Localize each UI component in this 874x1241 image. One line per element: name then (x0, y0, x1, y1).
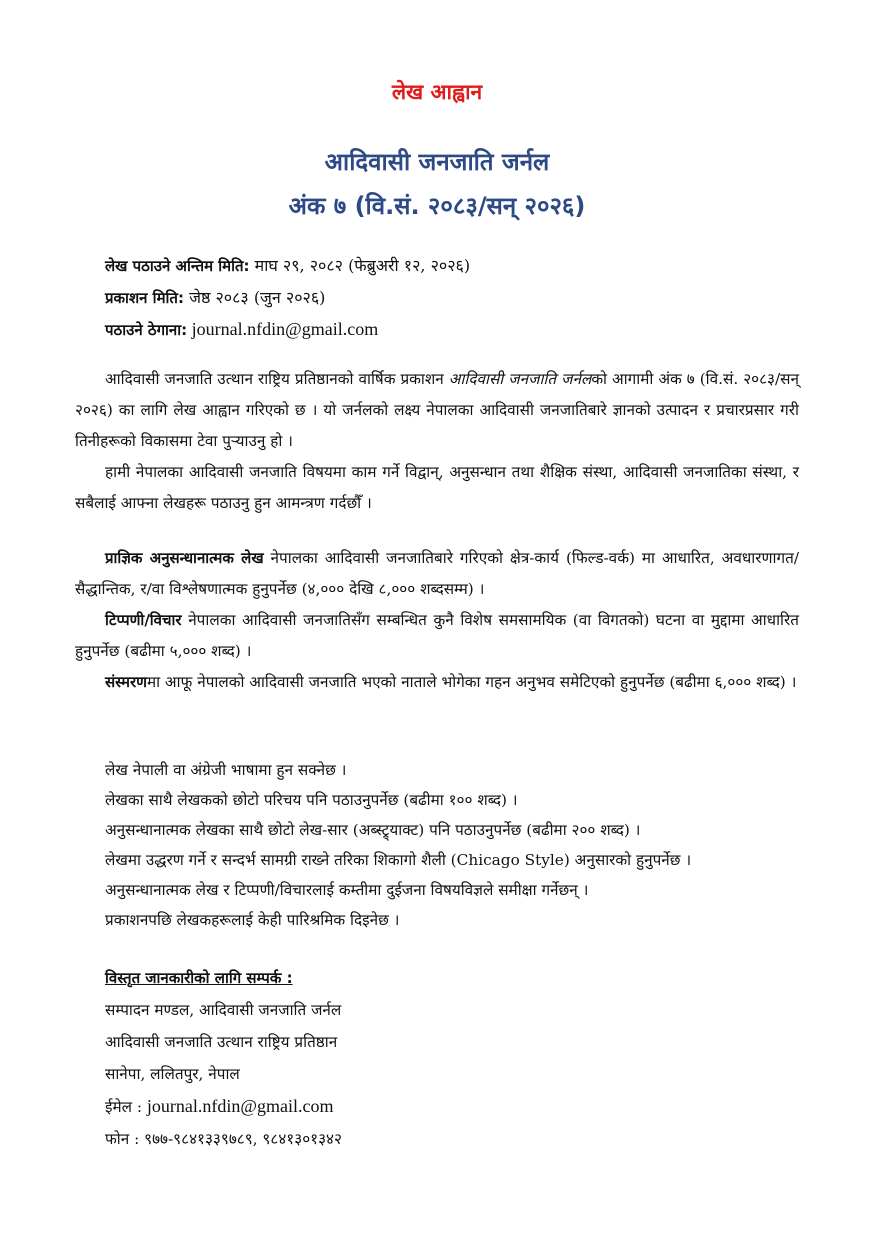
intro-text-b: को आगामी अंक ७ (वि.सं. २०८३/सन् २०२६) का लागि लेख आह्वान गरिएको छ । यो जर्नलको लक्ष्य नेपालका आदिवासी जनजातिबारे ज्ञानको उत्पादन र प्रचारप्रसार गरी तिनीहरूको विकासमा टेवा पुऱ्याउनु हो । (75, 370, 799, 450)
journal-issue: अंक ७ (वि.सं. २०८३/सन् २०२६) (288, 192, 586, 220)
deadline-line (105, 250, 470, 282)
intro-text-a: आदिवासी जनजाति उत्थान राष्ट्रिय प्रतिष्ठानको वार्षिक प्रकाशन (105, 370, 449, 388)
list-item: अनुसन्धानात्मक लेखका साथै छोटो लेख-सार (अब्स्ट्र्याक्ट) पनि पठाउनुपर्नेछ (बढीमा २०० शब्द) । (105, 821, 641, 839)
deadline-value: माघ २९, २०८२ (फेब्रुअरी १२, २०२६) (249, 256, 471, 275)
address-email[interactable]: journal.nfdin@gmail.com (187, 319, 379, 339)
intro-paragraph-1 (75, 364, 799, 457)
contact-section (105, 962, 342, 1155)
call-title: लेख आह्वान (391, 80, 483, 104)
contact-line: सानेपा, ललितपुर, नेपाल (105, 1065, 240, 1083)
category-title: टिप्पणी/विचार (105, 611, 182, 629)
category-text: नेपालका आदिवासी जनजातिबारे गरिएको क्षेत्र-कार्य (फिल्ड-वर्क) मा आधारित, अवधारणागत/सैद्धान्तिक, र/वा विश्लेषणात्मक हुनुपर्नेछ (४,००० देखि ८,००० शब्दसम्म) । (75, 549, 799, 598)
categories-section (75, 543, 799, 698)
list-item: लेखमा उद्धरण गर्ने र सन्दर्भ सामग्री राख्ने तरिका शिकागो शैली (Chicago Style) अनुसारको हुनुपर्नेछ । (105, 851, 692, 869)
category-research (75, 543, 799, 605)
list-item: लेखका साथै लेखकको छोटो परिचय पनि पठाउनुपर्नेछ (बढीमा १०० शब्द) । (105, 791, 518, 809)
contact-email-line (105, 1090, 342, 1123)
category-text: नेपालका आदिवासी जनजातिसँग सम्बन्धित कुनै विशेष समसामयिक (वा विगतको) घटना वा मुद्दामा आधारित हुनुपर्नेछ (बढीमा ५,००० शब्द) । (75, 611, 799, 660)
category-memoir (75, 667, 799, 698)
category-text: मा आफू नेपालको आदिवासी जनजाति भएको नाताले भोगेका गहन अनुभव समेटिएको हुनुपर्नेछ (बढीमा ६,००० शब्द) । (146, 673, 797, 691)
list-item: प्रकाशनपछि लेखकहरूलाई केही पारिश्रमिक दिइनेछ । (105, 911, 400, 929)
contact-email[interactable]: journal.nfdin@gmail.com (146, 1096, 334, 1116)
journal-name: आदिवासी जनजाति जर्नल (324, 148, 550, 176)
intro-section (75, 364, 799, 519)
journal-name-italic: आदिवासी जनजाति जर्नल (448, 370, 592, 388)
category-opinion (75, 605, 799, 667)
list-item: अनुसन्धानात्मक लेख र टिप्पणी/विचारलाई कम्तीमा दुईजना विषयविज्ञले समीक्षा गर्नेछन् । (105, 881, 589, 899)
rules-list (105, 755, 691, 935)
category-title: प्राज्ञिक अनुसन्धानात्मक लेख (105, 549, 264, 567)
publish-value: जेष्ठ २०८३ (जुन २०२६) (183, 288, 326, 307)
publish-line (105, 282, 470, 314)
contact-phone: फोन : ९७७-९८४१३३९७८९, ९८४१३०१३४२ (105, 1130, 342, 1148)
contact-heading: विस्तृत जानकारीको लागि सम्पर्क : (105, 969, 293, 987)
email-label: ईमेल : (105, 1098, 147, 1116)
journal-header (0, 140, 874, 228)
deadline-label: लेख पठाउने अन्तिम मिति: (105, 257, 250, 275)
category-title: संस्मरण (105, 673, 147, 691)
publish-label: प्रकाशन मिति: (105, 289, 184, 307)
address-line (105, 314, 470, 346)
contact-line: आदिवासी जनजाति उत्थान राष्ट्रिय प्रतिष्ठान (105, 1033, 338, 1051)
list-item: लेख नेपाली वा अंग्रेजी भाषामा हुन सक्नेछ । (105, 761, 347, 779)
contact-line: सम्पादन मण्डल, आदिवासी जनजाति जर्नल (105, 1001, 342, 1019)
intro-paragraph-2: हामी नेपालका आदिवासी जनजाति विषयमा काम गर्ने विद्वान्, अनुसन्धान तथा शैक्षिक संस्था, आदिवासी जनजातिका संस्था, र सबैलाई आफ्ना लेखहरू पठाउनु हुन आमन्त्रण गर्दछौँ । (75, 463, 799, 512)
submission-meta (105, 250, 470, 346)
address-label: पठाउने ठेगाना: (105, 321, 188, 339)
